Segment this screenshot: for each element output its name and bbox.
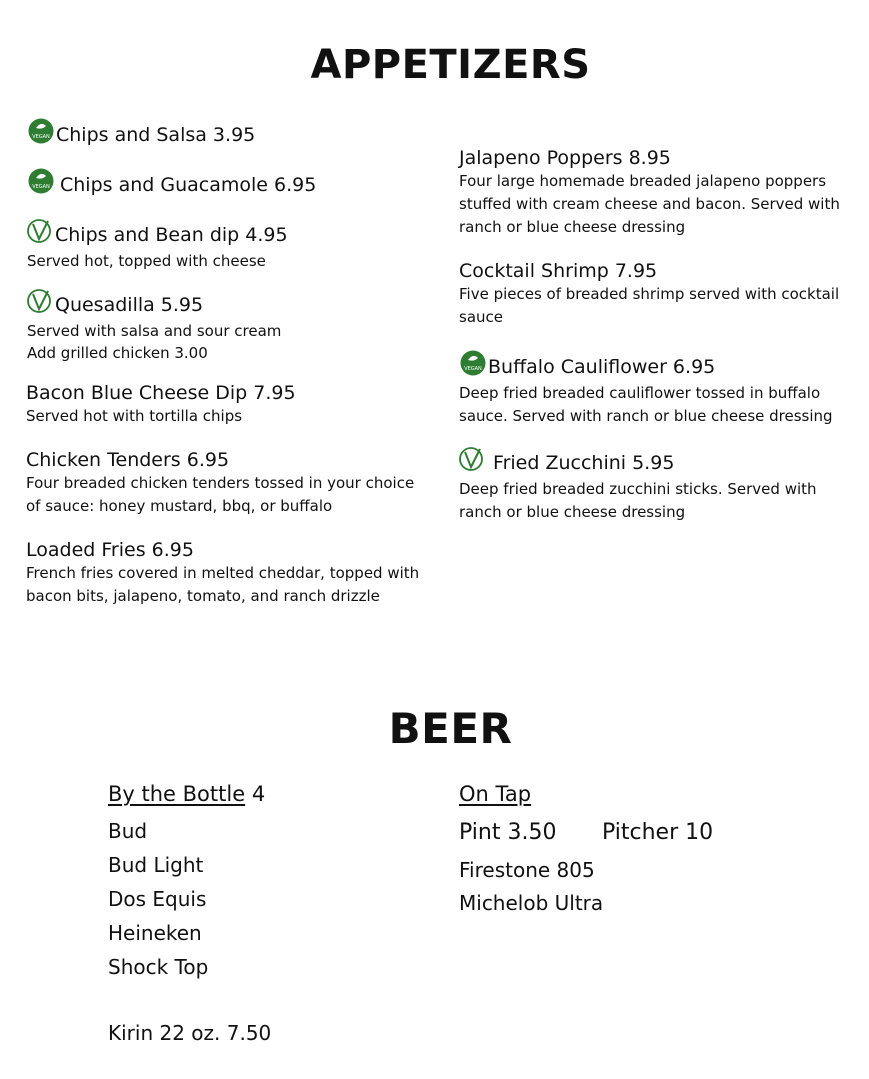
item-desc: Four breaded chicken tenders tossed in your choice (26, 474, 415, 492)
item-desc: Deep fried breaded cauliflower tossed in buffalo (459, 384, 821, 402)
item-title: Buffalo Cauliflower 6.95 (488, 356, 716, 378)
tap-pitcher-price: Pitcher 10 (602, 820, 714, 845)
beer-item-kirin: Kirin 22 oz. 7.50 (108, 1021, 272, 1045)
item-desc: Five pieces of breaded shrimp served with cocktail (459, 285, 840, 303)
tap-heading: On Tap (459, 782, 532, 806)
item-title: Jalapeno Poppers 8.95 (459, 147, 671, 169)
beer-item: Heineken (108, 921, 202, 945)
item-desc: Deep fried breaded zucchini sticks. Served with (459, 480, 817, 498)
item-desc: Four large homemade breaded jalapeno poppers (459, 172, 827, 190)
bottle-heading: By the Bottle (108, 782, 246, 806)
menu-item (459, 146, 840, 239)
item-title: Chips and Salsa 3.95 (56, 124, 256, 146)
svg-text:VEGAN: VEGAN (32, 134, 50, 140)
beer-item: Shock Top (108, 955, 209, 979)
vegetarian-v-icon (27, 218, 53, 250)
tap-heading-row (459, 782, 531, 806)
item-desc: stuffed with cream cheese and bacon. Served with (459, 195, 840, 213)
item-title: Loaded Fries 6.95 (26, 539, 194, 561)
beer-item: Michelob Ultra (459, 891, 604, 915)
item-title: Chicken Tenders 6.95 (26, 449, 230, 471)
vegetarian-v-icon (459, 446, 485, 478)
item-desc: Served with salsa and sour cream (27, 322, 282, 340)
item-title: Cocktail Shrimp 7.95 (459, 260, 658, 282)
vegan-badge-icon (28, 168, 54, 200)
beer-item: Bud (108, 819, 148, 843)
menu-item (27, 218, 288, 273)
item-desc: ranch or blue cheese dressing (459, 503, 686, 521)
menu-item (28, 168, 316, 200)
item-desc: Served hot, topped with cheese (27, 252, 266, 270)
vegan-badge-icon (460, 350, 486, 382)
beer-item: Firestone 805 (459, 858, 595, 882)
menu-item (459, 259, 839, 329)
item-desc: sauce. Served with ranch or blue cheese dressing (459, 407, 833, 425)
item-title: Chips and Guacamole 6.95 (60, 174, 317, 196)
item-desc: ranch or blue cheese dressing (459, 218, 686, 236)
item-title: Fried Zucchini 5.95 (487, 452, 675, 474)
vegan-badge-icon (28, 118, 54, 150)
menu-item (26, 381, 296, 428)
svg-text:VEGAN: VEGAN (32, 184, 50, 190)
bottle-price: 4 (245, 782, 266, 806)
item-desc: French fries covered in melted cheddar, topped with (26, 564, 420, 582)
menu-item (27, 288, 281, 364)
beer-item: Dos Equis (108, 887, 207, 911)
tap-pint-price: Pint 3.50 (459, 820, 557, 845)
item-desc: bacon bits, jalapeno, tomato, and ranch drizzle (26, 587, 380, 605)
beer-heading: BEER (388, 704, 513, 753)
svg-text:VEGAN: VEGAN (464, 366, 482, 372)
menu-item (26, 538, 419, 608)
item-desc: of sauce: honey mustard, bbq, or buffalo (26, 497, 333, 515)
menu-item (460, 350, 833, 428)
beer-item: Bud Light (108, 853, 204, 877)
item-title: Chips and Bean dip 4.95 (55, 224, 288, 246)
bottle-heading-row (108, 782, 265, 806)
item-desc: Served hot with tortilla chips (26, 407, 243, 425)
menu-item (26, 448, 414, 518)
appetizers-heading: APPETIZERS (310, 42, 591, 88)
item-title: Quesadilla 5.95 (55, 294, 204, 316)
vegetarian-v-icon (27, 288, 53, 320)
item-desc: sauce (459, 308, 503, 326)
menu-item (28, 118, 255, 150)
item-title: Bacon Blue Cheese Dip 7.95 (26, 382, 296, 404)
menu-item (459, 446, 817, 524)
item-desc: Add grilled chicken 3.00 (27, 344, 208, 362)
